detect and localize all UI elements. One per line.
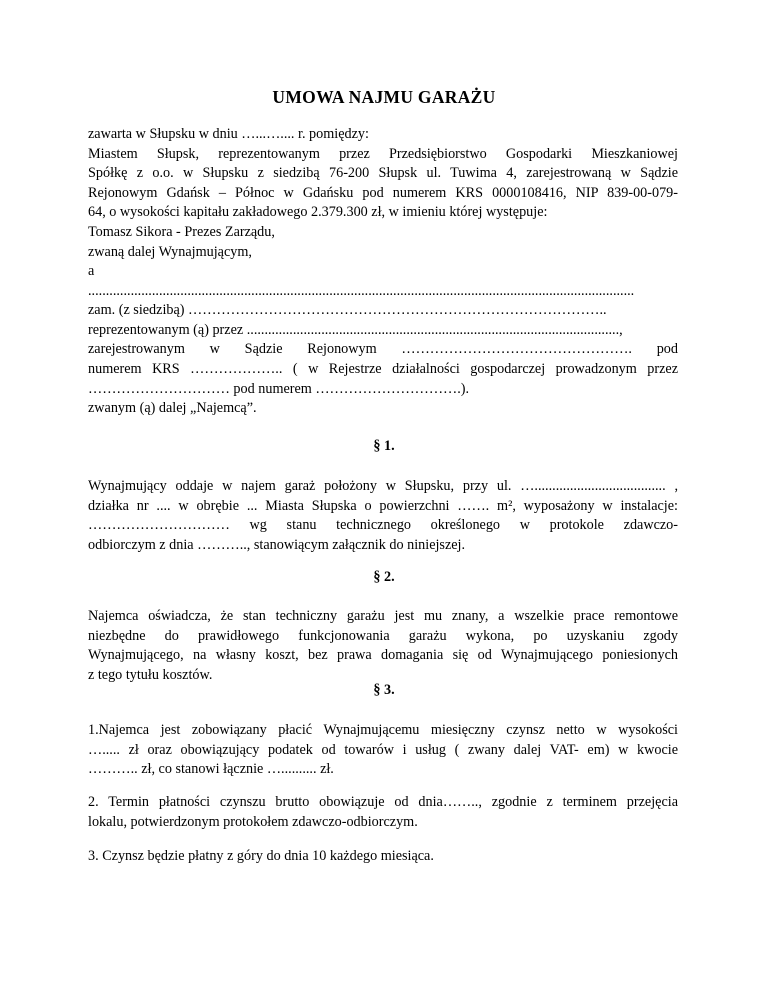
intro-line: 64, o wysokości kapitału zakładowego 2.379.300 zł, w imieniu której występuje: xyxy=(88,204,548,221)
intro-line: Miastem Słupsk, reprezentowanym przez Przedsiębiorstwo Gospodarki Mieszkaniowej xyxy=(88,145,678,162)
section-line: lokalu, potwierdzonym protokołem zdawczo-odbiorczym. xyxy=(88,813,418,830)
second-party-paragraph xyxy=(88,262,678,419)
intro-line: zawarta w Słupsku w dniu …...….... r. pomiędzy: xyxy=(88,126,369,142)
intro-line: Spółkę z o.o. w Słupsku z siedzibą 76-200 Słupsk ul. Tuwima 4, zarejestrowaną w Sądzie xyxy=(88,165,678,182)
party-number-line: ………………………… pod numerem ………………………….). xyxy=(88,380,470,397)
intro-paragraph xyxy=(88,125,678,262)
section-line: 1.Najemca jest zobowiązany płacić Wynajmującemu miesięczny czynsz netto w wysokości xyxy=(88,722,678,738)
document-title: UMOWA NAJMU GARAŻU xyxy=(272,87,496,107)
section-1-body xyxy=(88,477,678,555)
section-line: ………………………… wg stanu technicznego określonego w protokole zdawczo- xyxy=(88,517,678,534)
intro-line: Tomasz Sikora - Prezes Zarządu, xyxy=(88,223,275,240)
party-address-line: zam. (z siedzibą) …………………………………………………………………………….. xyxy=(88,302,607,319)
party-conjunction: a xyxy=(88,263,95,279)
party-registration-line: zarejestrowanym w Sądzie Rejonowym …………………………………………. pod xyxy=(88,341,678,358)
section-3-point-1 xyxy=(88,721,678,780)
section-line: Wynajmujący oddaje w najem garaż położony w Słupsku, przy ul. …..................................... , xyxy=(88,478,678,494)
section-line: odbiorczym z dnia ……….., stanowiącym załącznik do niniejszej. xyxy=(88,536,466,553)
section-line: 3. Czynsz będzie płatny z góry do dnia 10 każdego miesiąca. xyxy=(88,848,434,864)
section-3-point-3 xyxy=(88,847,678,867)
section-line: 2. Termin płatności czynszu brutto obowiązuje od dnia…….., zgodnie z terminem przejęcia xyxy=(88,794,678,810)
party-representative-line: reprezentowanym (ą) przez ........................................................................................................., xyxy=(88,321,623,338)
section-line: Wynajmującego, na własny koszt, bez prawa domagania się od Wynajmującego poniesionych xyxy=(88,647,678,664)
section-3-point-2 xyxy=(88,793,678,832)
section-2-heading: § 2. xyxy=(373,569,395,585)
section-line: niezbędne do prawidłowego funkcjonowania garażu wykona, po uzyskaniu zgody xyxy=(88,627,678,644)
party-name-blank: .......................................................................................................................................................... xyxy=(88,282,635,299)
intro-line: Rejonowym Gdańsk – Północ w Gdańsku pod numerem KRS 0000108416, NIP 839-00-079- xyxy=(88,184,678,201)
section-line: z tego tytułu kosztów. xyxy=(88,666,213,683)
section-line: …..... zł oraz obowiązujący podatek od towarów i usług ( zwany dalej VAT- em) w kwocie xyxy=(88,741,678,758)
party-krs-line: numerem KRS ……………….. ( w Rejestrze działalności gospodarczej prowadzonym przez xyxy=(88,360,678,377)
party-alias-line: zwanym (ą) dalej „Najemcą”. xyxy=(88,400,257,417)
section-2-body xyxy=(88,607,678,685)
section-line: ……….. zł, co stanowi łącznie ….......... zł. xyxy=(88,761,334,778)
section-line: Najemca oświadcza, że stan techniczny garażu jest mu znany, a wszelkie prace remontowe xyxy=(88,608,678,624)
intro-line: zwaną dalej Wynajmującym, xyxy=(88,243,252,260)
section-1-heading: § 1. xyxy=(373,438,395,454)
section-line: działka nr .... w obrębie ... Miasta Słupska o powierzchni ……. m², wyposażony w instalacje: xyxy=(88,497,678,514)
section-3-heading: § 3. xyxy=(373,682,395,698)
